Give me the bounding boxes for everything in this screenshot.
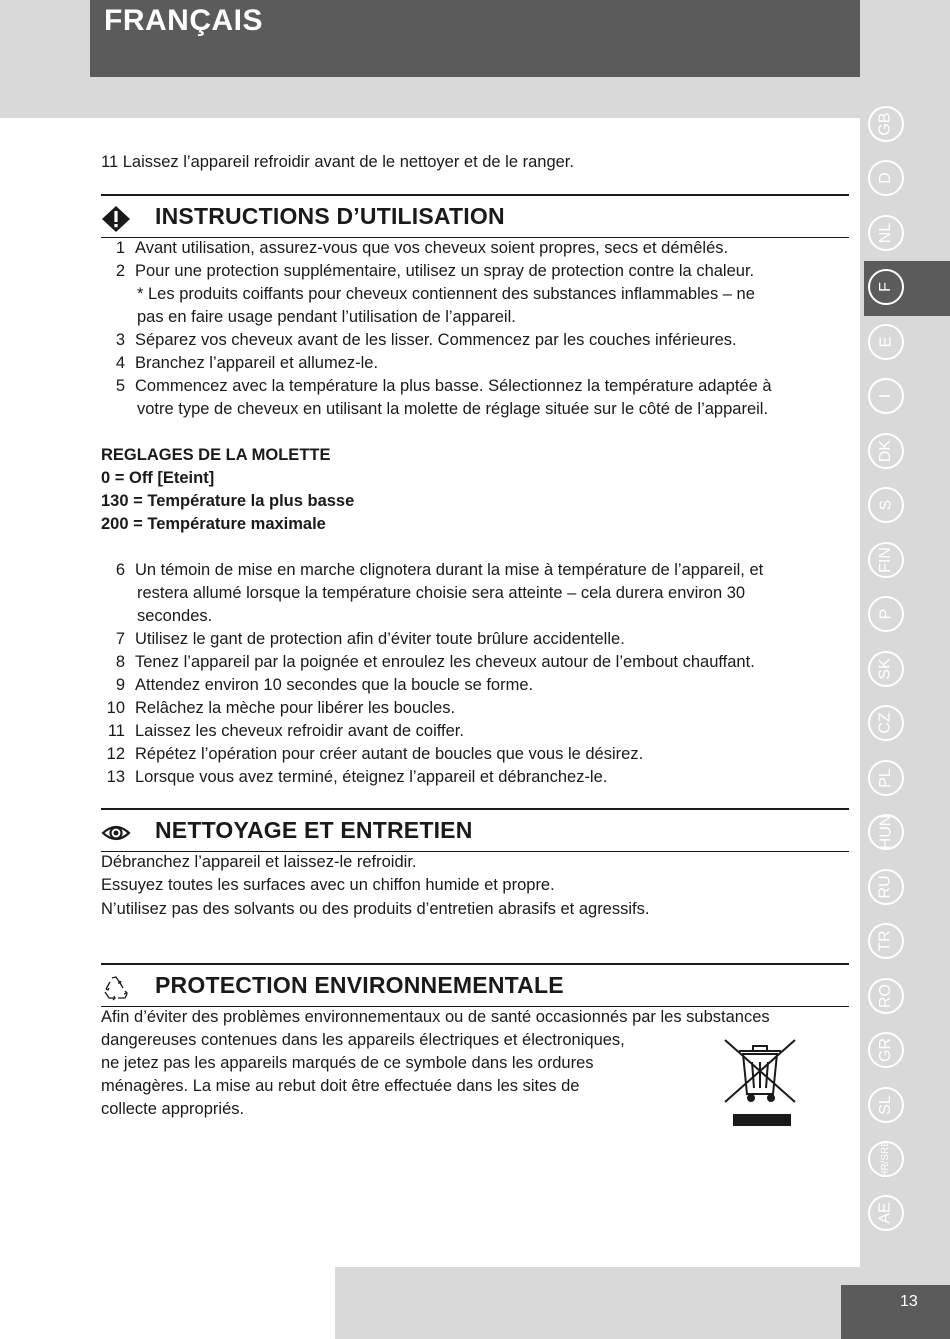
step-text: Utilisez le gant de protection afin d’éviter toute brûlure accidentelle. xyxy=(135,630,625,648)
step-text: secondes. xyxy=(137,607,213,625)
instruction-step xyxy=(101,697,849,720)
section-rule xyxy=(101,808,849,810)
instruction-step xyxy=(101,605,849,628)
step-number: 2 xyxy=(115,262,125,280)
instruction-step xyxy=(101,260,849,283)
instruction-step xyxy=(101,582,849,605)
instruction-step xyxy=(101,674,849,697)
language-tab-pl[interactable] xyxy=(868,760,904,796)
language-tab-s[interactable] xyxy=(868,487,904,523)
language-tab-label: GB xyxy=(877,112,894,136)
step-text: Séparez vos cheveux avant de les lisser. Commencez par les couches inférieures. xyxy=(135,331,737,349)
environment-heading-row xyxy=(101,970,849,1006)
step-text: Avant utilisation, assurez-vous que vos cheveux soient propres, secs et démêlés. xyxy=(135,239,729,257)
step-text: Lorsque vous avez terminé, éteignez l’appareil et débranchez-le. xyxy=(135,768,608,786)
instructions-heading: INSTRUCTIONS D’UTILISATION xyxy=(155,203,505,229)
step-text: Attendez environ 10 secondes que la boucle se forme. xyxy=(135,676,534,694)
instruction-step xyxy=(101,766,849,789)
environment-line: dangereuses contenues dans les appareils électriques et électroniques, xyxy=(101,1031,625,1049)
environment-line: ménagères. La mise au rebut doit être effectuée dans les sites de xyxy=(101,1077,580,1095)
step-number: 1 xyxy=(115,239,125,257)
language-tab-sl[interactable] xyxy=(868,1087,904,1123)
step-text: restera allumé lorsque la température choisie sera atteinte – cela durera environ 30 xyxy=(137,584,746,602)
instruction-step xyxy=(101,720,849,743)
cleaning-heading-row xyxy=(101,815,849,851)
language-tab-label: GR xyxy=(877,1038,894,1062)
instructions-steps-part-1 xyxy=(101,237,849,421)
step-number: 8 xyxy=(115,653,125,671)
settings-line: 0 = Off [Eteint] xyxy=(101,469,215,487)
instruction-step xyxy=(101,237,849,260)
step-text: Un témoin de mise en marche clignotera durant la mise à température de l’appareil, et xyxy=(135,561,764,579)
section-rule xyxy=(101,963,849,965)
language-tab-label: PL xyxy=(876,768,894,788)
language-tab-gr[interactable] xyxy=(868,1032,904,1068)
step-number: 5 xyxy=(115,377,125,395)
step-number: 4 xyxy=(115,354,125,372)
step-text: votre type de cheveux en utilisant la molette de réglage située sur le côté de l’appareil. xyxy=(137,400,769,418)
language-tab-d[interactable] xyxy=(868,160,904,196)
language-tab-label: S xyxy=(876,499,894,511)
instructions-steps-part-2 xyxy=(101,559,849,789)
language-tab-label: RU xyxy=(876,875,894,899)
settings-title: REGLAGES DE LA MOLETTE xyxy=(101,446,331,464)
language-tab-label: SL xyxy=(876,1095,894,1115)
language-tab-label: F xyxy=(877,282,894,292)
warning-diamond-icon xyxy=(101,205,131,233)
language-tab-label: D xyxy=(877,172,894,184)
language-tab-label: E xyxy=(876,336,894,348)
language-tab-i[interactable] xyxy=(868,378,904,414)
language-tab-ae[interactable] xyxy=(868,1195,904,1231)
step-number: 12 xyxy=(106,745,125,763)
instruction-step xyxy=(101,329,849,352)
language-tab-ro[interactable] xyxy=(868,978,904,1014)
language-tab-label: HR/SRB xyxy=(880,1140,892,1178)
step-number: 11 xyxy=(107,722,125,740)
step-text: Laissez les cheveux refroidir avant de coiffer. xyxy=(135,722,464,740)
step-text: * Les produits coiffants pour cheveux contiennent des substances inflammables – ne xyxy=(137,285,755,303)
cleaning-line: Débranchez l’appareil et laissez-le refroidir. xyxy=(101,853,417,871)
page-title: FRANÇAIS xyxy=(104,4,263,37)
cleaning-heading: NETTOYAGE ET ENTRETIEN xyxy=(155,817,473,843)
language-tab-fin[interactable] xyxy=(868,542,904,578)
language-tab-label: I xyxy=(876,393,894,399)
instruction-step xyxy=(101,743,849,766)
page-number-box xyxy=(841,1285,950,1339)
instruction-step xyxy=(101,651,849,674)
section-header xyxy=(90,0,860,77)
instruction-step xyxy=(101,375,849,398)
step-text: pas en faire usage pendant l’utilisation de l’appareil. xyxy=(137,308,516,326)
crossed-out-wheelie-bin-icon xyxy=(723,1036,798,1129)
step-number: 6 xyxy=(115,561,125,579)
environment-heading: PROTECTION ENVIRONNEMENTALE xyxy=(155,972,564,998)
language-tab-gb[interactable] xyxy=(868,106,904,142)
language-tabs xyxy=(864,96,950,1246)
language-tab-label: FIN xyxy=(877,547,894,573)
step-number: 13 xyxy=(106,768,125,786)
step-text: Commencez avec la température la plus basse. Sélectionnez la température adaptée à xyxy=(135,377,772,395)
language-tab-sk[interactable] xyxy=(868,651,904,687)
language-tab-label: SK xyxy=(877,658,894,680)
step-text: Tenez l’appareil par la poignée et enroulez les cheveux autour de l’embout chauffant. xyxy=(135,653,755,671)
environment-line: ne jetez pas les appareils marqués de ce symbole dans les ordures xyxy=(101,1054,594,1072)
language-tab-ru[interactable] xyxy=(868,869,904,905)
step-number: 10 xyxy=(106,699,125,717)
instruction-step xyxy=(101,306,849,329)
step-text: Répétez l’opération pour créer autant de boucles que vous le désirez. xyxy=(135,745,644,763)
cleaning-line: Essuyez toutes les surfaces avec un chiffon humide et propre. xyxy=(101,876,555,894)
environment-line: Afin d’éviter des problèmes environnementaux ou de santé occasionnés par les substances xyxy=(101,1008,770,1026)
recycle-icon xyxy=(101,974,131,1002)
step-number: 3 xyxy=(115,331,125,349)
step-text: Relâchez la mèche pour libérer les boucles. xyxy=(135,699,456,717)
language-tab-label: RO xyxy=(877,984,894,1008)
language-tab-label: AE xyxy=(877,1202,894,1224)
step-number: 9 xyxy=(115,676,125,694)
language-tab-hun[interactable] xyxy=(868,814,904,850)
step-text: Branchez l’appareil et allumez-le. xyxy=(135,354,379,372)
language-tab-hr-srb[interactable] xyxy=(868,1141,904,1177)
settings-line: 130 = Température la plus basse xyxy=(101,492,355,510)
language-tab-label: P xyxy=(876,608,894,620)
language-tab-label: CZ xyxy=(876,712,894,734)
eye-icon xyxy=(101,819,131,847)
language-tab-p[interactable] xyxy=(868,596,904,632)
environment-line: collecte appropriés. xyxy=(101,1100,245,1118)
instruction-step xyxy=(101,559,849,582)
page-number: 13 xyxy=(900,1293,918,1310)
language-tab-cz[interactable] xyxy=(868,705,904,741)
language-tab-label: NL xyxy=(876,222,894,244)
language-tab-e[interactable] xyxy=(868,324,904,360)
language-tab-f[interactable] xyxy=(868,269,904,305)
cleaning-line: N’utilisez pas des solvants ou des produits d’entretien abrasifs et agressifs. xyxy=(101,900,650,918)
instruction-step xyxy=(101,283,849,306)
instruction-step xyxy=(101,352,849,375)
intro-line: 11 Laissez l’appareil refroidir avant de le nettoyer et de le ranger. xyxy=(101,153,574,171)
settings-line: 200 = Température maximale xyxy=(101,515,326,533)
instructions-heading-row xyxy=(101,201,849,237)
language-tab-dk[interactable] xyxy=(868,433,904,469)
instruction-step xyxy=(101,628,849,651)
language-tab-nl[interactable] xyxy=(868,215,904,251)
language-tab-label: HUN xyxy=(877,814,895,850)
language-tab-label: DK xyxy=(876,439,894,463)
language-tab-tr[interactable] xyxy=(868,923,904,959)
instruction-step xyxy=(101,398,849,421)
language-tab-label: TR xyxy=(876,930,894,952)
section-rule xyxy=(101,194,849,196)
step-number: 7 xyxy=(115,630,125,648)
step-text: Pour une protection supplémentaire, utilisez un spray de protection contre la chaleur. xyxy=(135,262,755,280)
